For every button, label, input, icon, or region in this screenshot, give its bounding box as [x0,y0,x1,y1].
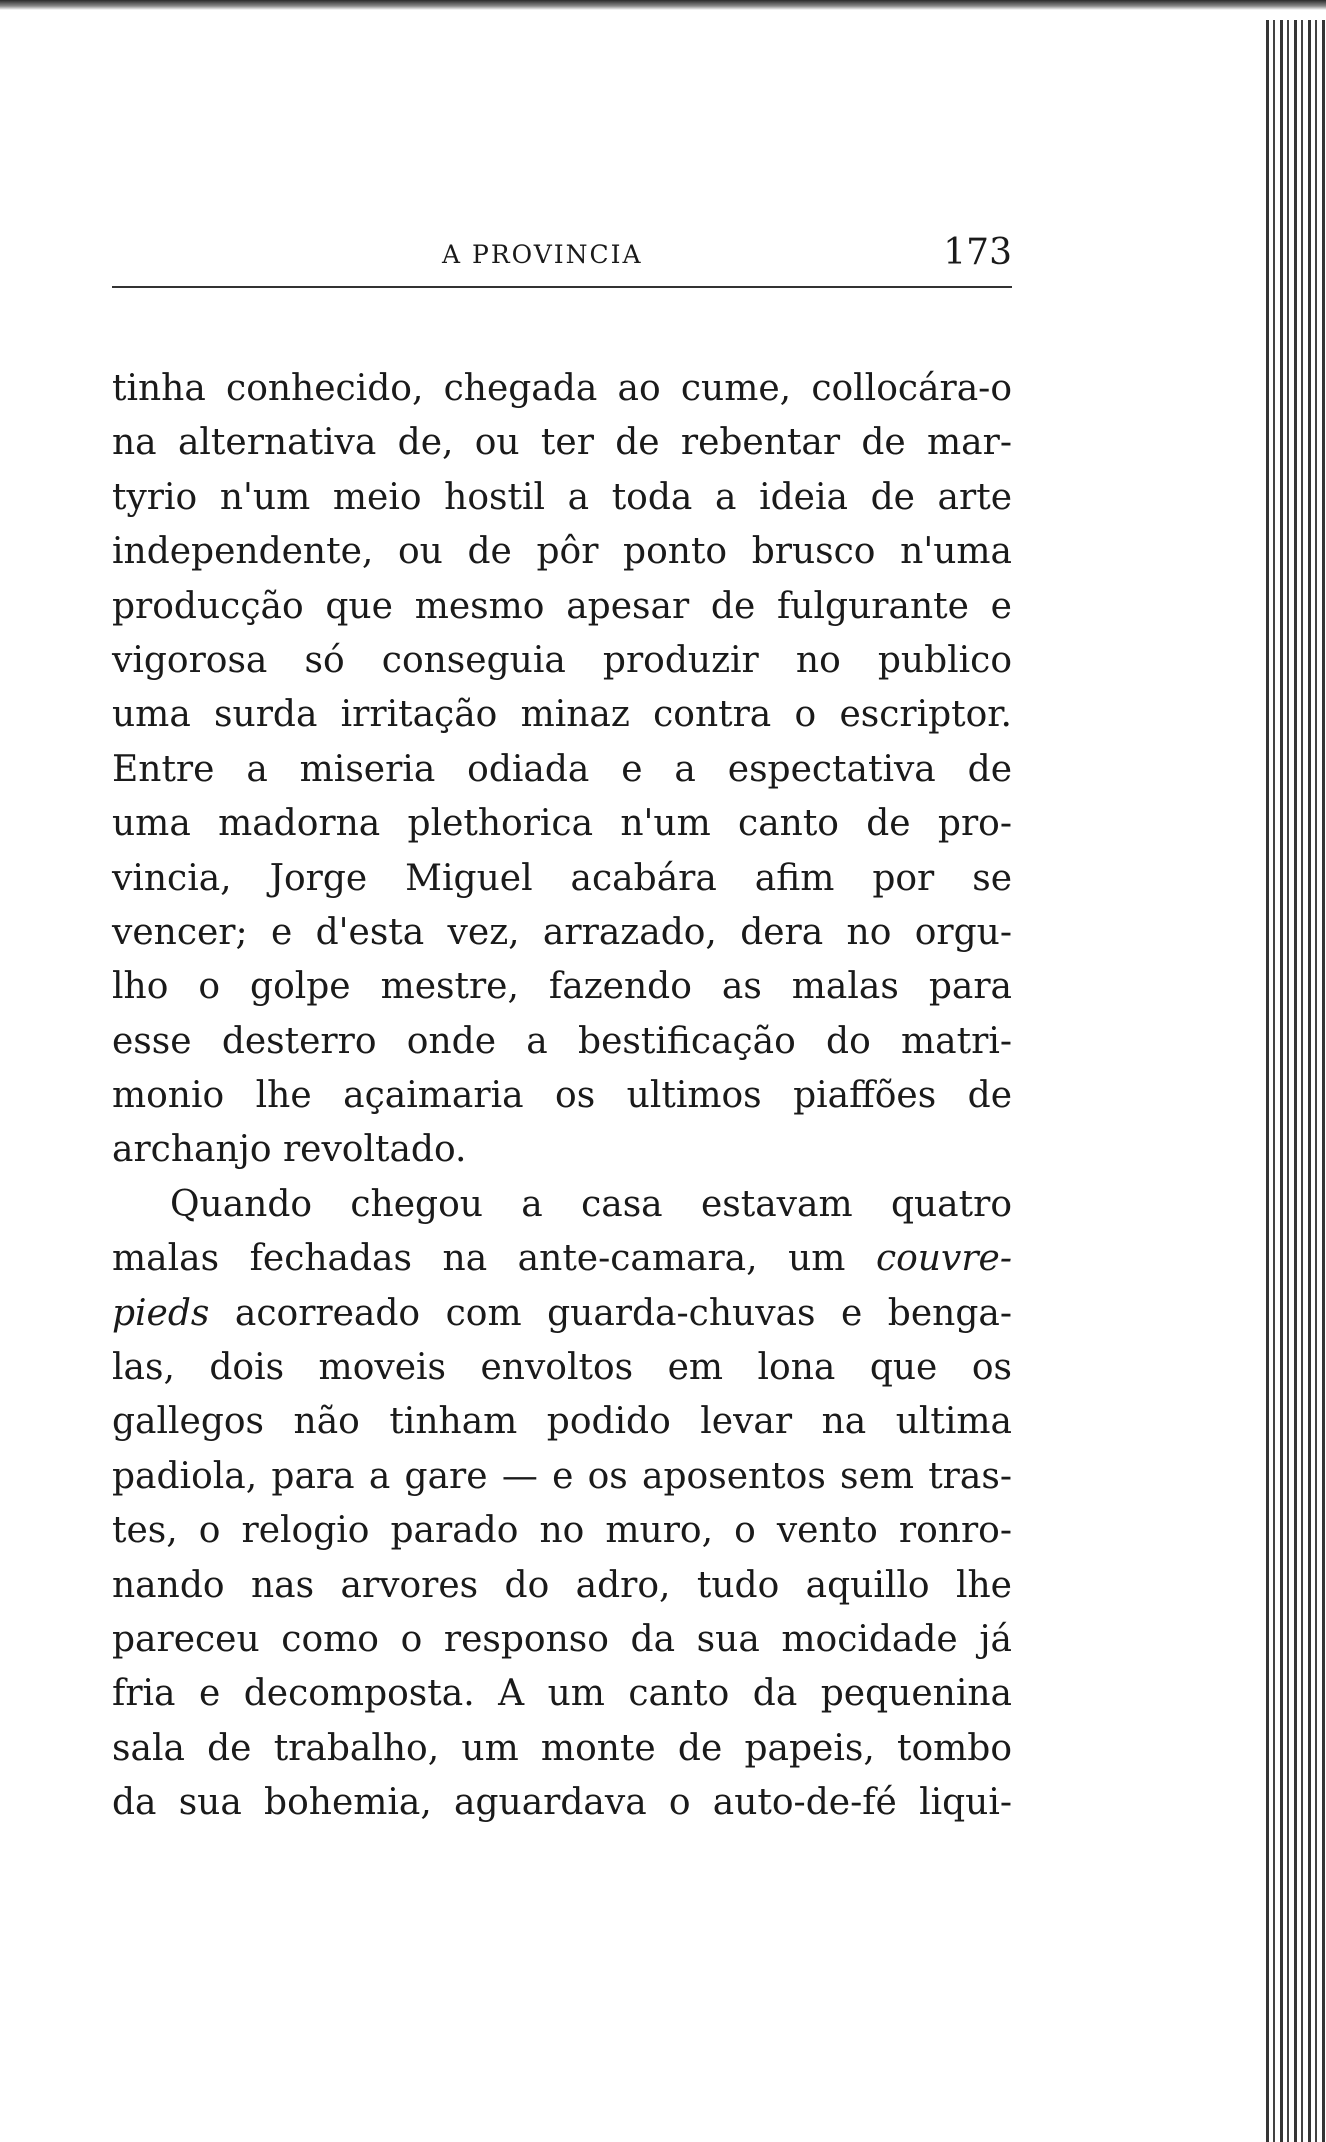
text-line: tes, o relogio parado no muro, o vento ronro- [112,1510,1012,1552]
text-line: nando nas arvores do adro, tudo aquillo lhe [112,1564,1012,1606]
paragraph-start-line: Quando chegou a casa estavam quatro [170,1183,1012,1225]
body-text [112,362,1012,1831]
text-line: gallegos não tinham podido levar na ultima [112,1401,1012,1443]
text-line: sala de trabalho, um monte de papeis, tombo [112,1727,1012,1769]
running-head [112,232,1012,292]
text-line: uma madorna plethorica n'um canto de pro- [112,803,1012,845]
text-line: da sua bohemia, aguardava o auto-de-fé liqui- [112,1782,1012,1824]
header-rule [112,286,1012,288]
text-line: tinha conhecido, chegada ao cume, collocára-o [112,368,1012,409]
text-line: lho o golpe mestre, fazendo as malas para [112,966,1012,1008]
top-edge-shadow [0,0,1326,10]
text-line: independente, ou de pôr ponto brusco n'uma [112,531,1012,573]
text-line: padiola, para a gare — e os aposentos sem tras- [112,1455,1012,1497]
text-line: esse desterro onde a bestificação do matri- [112,1020,1012,1062]
page-number: 173 [943,232,1012,273]
text-line: tyrio n'um meio hostil a toda a ideia de arte [112,476,1012,518]
text-line-with-italic [112,1287,1012,1341]
italic-word: couvre- [875,1238,1012,1280]
book-binding-edge [1266,20,1326,2142]
paragraph-end-line: archanjo revoltado. [112,1129,467,1171]
text-line: producção que mesmo apesar de fulgurante e [112,585,1012,627]
text-line: fria e decomposta. A um canto da pequenina [112,1673,1012,1715]
text-segment: acorreado com guarda-chuvas e benga- [209,1292,1012,1334]
text-segment: malas fechadas na ante-camara, um [112,1238,876,1280]
text-line-with-italic [112,1232,1012,1286]
text-line: vincia, Jorge Miguel acabára afim por se [112,857,1012,899]
text-line: uma surda irritação minaz contra o escriptor. [112,694,1012,736]
text-line: pareceu como o responso da sua mocidade já [112,1618,1012,1660]
text-line: las, dois moveis envoltos em lona que os [112,1347,1012,1389]
text-line: na alternativa de, ou ter de rebentar de mar- [112,422,1012,464]
text-line: vencer; e d'esta vez, arrazado, dera no orgu- [112,911,1012,953]
running-title: A PROVINCIA [442,240,643,269]
text-line: vigorosa só conseguia produzir no publico [112,639,1012,681]
text-line: Entre a miseria odiada e a espectativa de [112,748,1012,790]
text-line: monio lhe açaimaria os ultimos piaffões de [112,1075,1012,1117]
italic-word: pieds [112,1292,210,1334]
